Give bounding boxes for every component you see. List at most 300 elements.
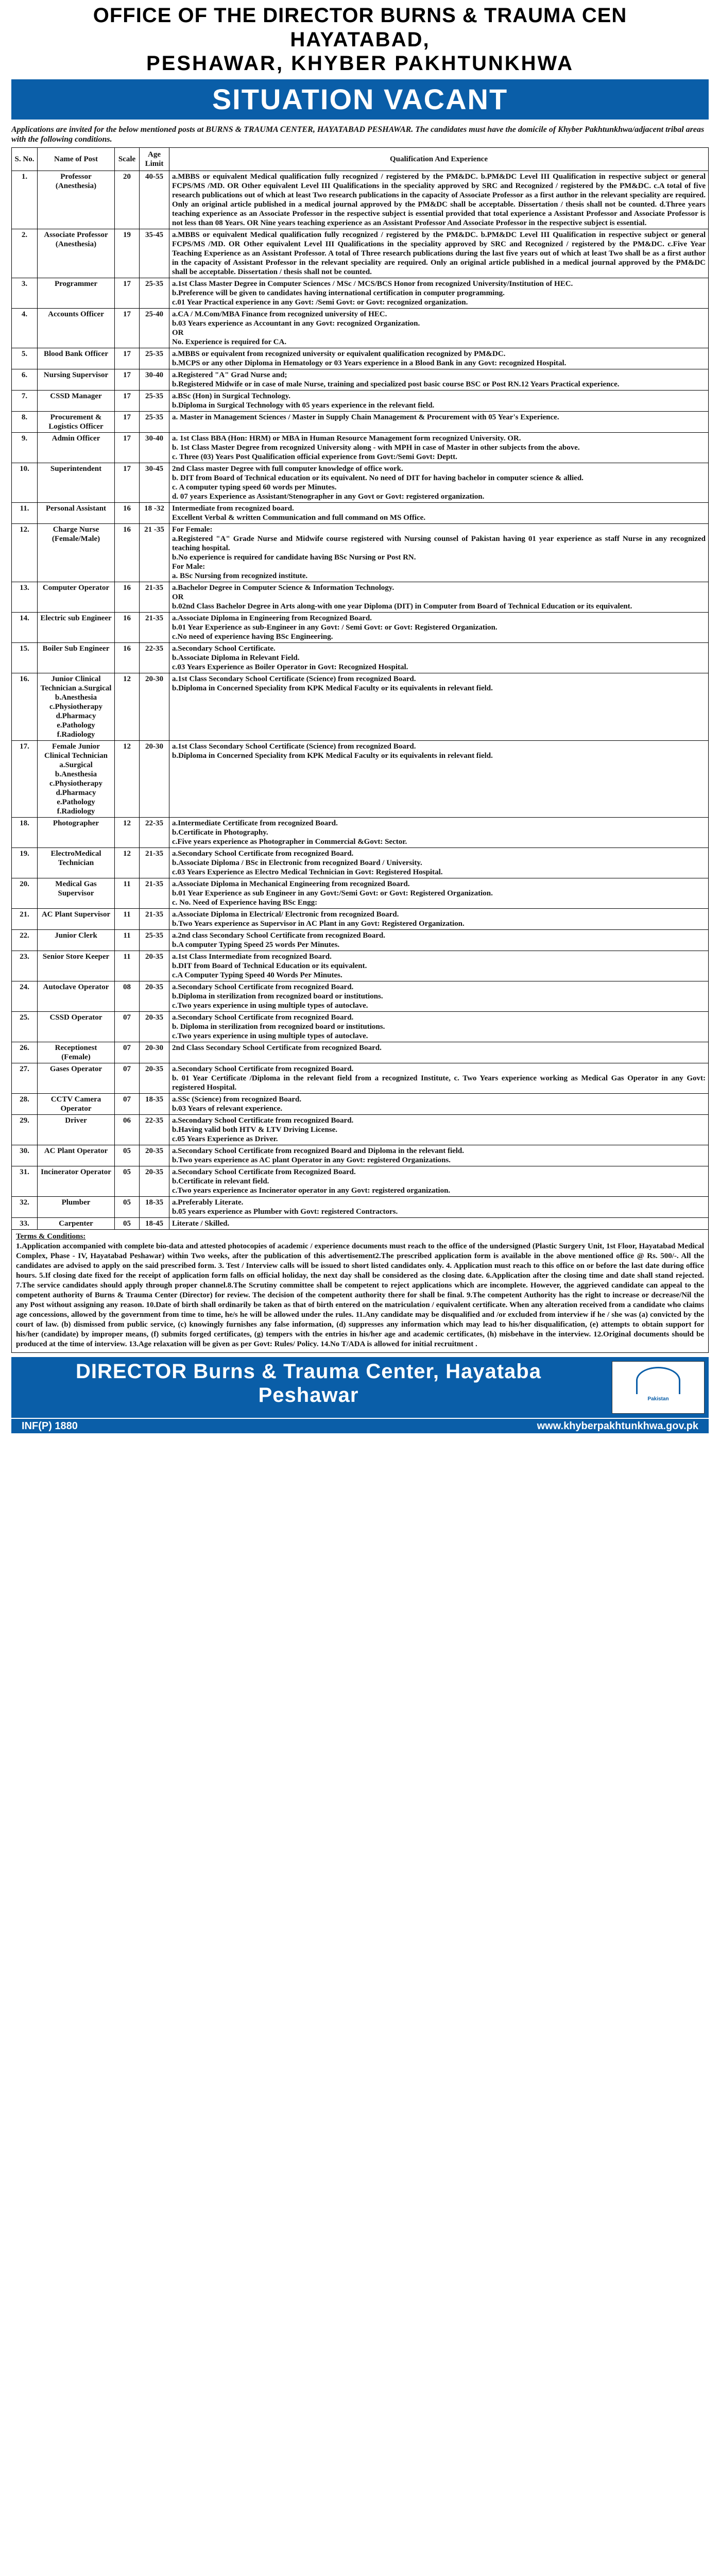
- cell-scale: 17: [115, 391, 140, 412]
- qualification-line: a.Registered "A" Grade Nurse and Midwife course registered with Nursing counsel of Pakistan having 01 year experience as staff Nurse in any recognized teaching hospital.: [172, 535, 706, 552]
- qualification-line: For Female:: [172, 526, 213, 534]
- cell-sno: 18.: [12, 818, 38, 848]
- cell-scale: 12: [115, 848, 140, 878]
- terms-body: 1.Application accompanied with complete bio-data and attested photocopies of academic / experience documents must reach to the office of the undersigned (Plastic Surgery Unit, 1st Floor, Hayatabad Medical Complex, Phase - IV, Hayatabad Peshawar) within Two weeks, after the publication of this advertisement2.The prescribed application form is available in the above mentioned office @ Rs. 500/-. All the candidates are advised to apply on the said prescribed form. 3. Test / Interview calls will be issued to short listed candidates only. 4. Application must reach to this office on or before the last date during office hours. 5.If closing date fixed for the receipt of application form falls on official holiday, the next day shall be considered as the closing date. 6.Application after the closing time and date shall stand rejected. 7.The service candidates should apply through proper channel.8.The Scrutiny committee shall be competent to reject applications which are incomplete. However, the aggrieved candidate can appeal to the competent authority of Burns & Trauma Center (Director) for review. The decision of the competent authority there for shall be final. 9.The competent Authority has the right to increase or decrease/Nil the any Post without assigning any reason. 10.Date of birth shall ordinarily be taken as that of birth entered on the matriculation / equivalent certificate. When any alteration received from a candidate who claims age concessions, allowed by the government from time to time, he/s he will be allowed under the rules. 11.Any candidate may be disqualified and /or excluded from interview if he / she was (a) convicted by the court of law. (b) dismissed from public service, (c) knowingly furnishes any false information, (d) suppresses any information which may lead to his/her disqualification, (e) attempts to obtain support for his/her (candidate) by improper means, (f) submits forged certificates, (g) tempers with the entries in his/her age and academic certificates, (h) misbehave in the interview. 12.Original documents should be produced at the time of interview. 13.Age relaxation will be given as per Govt: Rules/ Policy. 14.No T/ADA is allowed for initial recruitment .: [16, 1242, 704, 1348]
- table-row: [12, 348, 709, 369]
- cell-post-name: Personal Assistant: [38, 503, 115, 524]
- qualification-line: b.DIT from Board of Technical Education or its equivalent.: [172, 962, 367, 970]
- cell-scale: 05: [115, 1145, 140, 1166]
- cell-age-limit: 18-35: [140, 1197, 169, 1218]
- cell-sno: 27.: [12, 1063, 38, 1094]
- cell-post-name: CSSD Operator: [38, 1012, 115, 1042]
- table-row: [12, 503, 709, 524]
- cell-age-limit: 25-35: [140, 412, 169, 433]
- government-logo: [612, 1361, 705, 1414]
- qualification-line: b.01 Year Experience as sub-Engineer in any Govt: / Semi Govt: or Govt: Registered Organization.: [172, 623, 498, 632]
- cell-age-limit: 20-35: [140, 1063, 169, 1094]
- cell-age-limit: 22-35: [140, 818, 169, 848]
- qualification-line: c. No. Need of Experience having BSc Engg:: [172, 899, 318, 907]
- cell-scale: 05: [115, 1197, 140, 1218]
- cell-sno: 33.: [12, 1218, 38, 1230]
- qualification-line: b.A computer Typing Speed 25 words Per Minutes.: [172, 941, 340, 949]
- qualification-line: b. 1st Class Master Degree from recognized University along - with MPH in case of Master in other subjects from the above.: [172, 444, 580, 452]
- office-location-line2: PESHAWAR, KHYBER PAKHTUNKHWA: [146, 52, 574, 75]
- inf-number: INF(P) 1880: [22, 1420, 78, 1432]
- qualification-line: a.SSc (Science) from recognized Board.: [172, 1095, 302, 1104]
- cell-post-name: Procurement & Logistics Officer: [38, 412, 115, 433]
- table-row: [12, 1166, 709, 1197]
- qualification-line: b.Associate Diploma / BSc in Electronic from recognized Board / University.: [172, 859, 422, 867]
- table-row: [12, 524, 709, 582]
- cell-age-limit: 30-40: [140, 433, 169, 463]
- table-row: [12, 412, 709, 433]
- qualification-line: a.Secondary School Certificate from recognized Board.: [172, 1065, 354, 1073]
- column-header: S. No.: [12, 148, 38, 171]
- cell-age-limit: 20-30: [140, 673, 169, 741]
- office-location-line1: HAYATABAD,: [290, 28, 430, 51]
- qualification-line: c.Five years experience as Photographer in Commercial &Govt: Sector.: [172, 838, 407, 846]
- table-row: [12, 1042, 709, 1063]
- qualification-line: b.Diploma in Concerned Speciality from KPK Medical Faculty or its equivalents in relevant field.: [172, 684, 493, 692]
- qualification-line: a.Secondary School Certificate.: [172, 645, 276, 653]
- qualification-line: a.Secondary School Certificate from recognized Board.: [172, 1116, 354, 1125]
- cell-qualification: [169, 673, 709, 741]
- qualification-line: b.03 Years experience as Accountant in any Govt: recognized Organization.: [172, 319, 420, 328]
- table-row: [12, 463, 709, 503]
- cell-post-name: Carpenter: [38, 1218, 115, 1230]
- cell-qualification: [169, 278, 709, 309]
- cell-scale: 05: [115, 1218, 140, 1230]
- qualification-line: b. Diploma in sterilization from recognized board or institutions.: [172, 1023, 385, 1031]
- cell-sno: 15.: [12, 643, 38, 673]
- cell-age-limit: 20-35: [140, 951, 169, 981]
- cell-age-limit: 20-35: [140, 1145, 169, 1166]
- cell-age-limit: 25-40: [140, 309, 169, 348]
- cell-qualification: [169, 981, 709, 1012]
- cell-post-name: Gases Operator: [38, 1063, 115, 1094]
- qualification-line: b.02nd Class Bachelor Degree in Arts along-with one year Diploma (DIT) in Computer from Board of Technical Education or its equivalent.: [172, 602, 632, 611]
- cell-age-limit: 18 -32: [140, 503, 169, 524]
- cell-post-name: Junior Clinical Technician a.Surgical b.Anesthesia c.Physiotherapy d.Pharmacy e.Pathology f.Radiology: [38, 673, 115, 741]
- cell-sno: 32.: [12, 1197, 38, 1218]
- cell-post-name: Receptionest (Female): [38, 1042, 115, 1063]
- qualification-line: a.Intermediate Certificate from recognized Board.: [172, 819, 338, 827]
- cell-scale: 16: [115, 643, 140, 673]
- cell-age-limit: 20-30: [140, 1042, 169, 1063]
- logo-caption: Pakistan: [647, 1396, 669, 1402]
- situation-vacant-banner: SITUATION VACANT: [11, 79, 709, 120]
- cell-qualification: [169, 1042, 709, 1063]
- cell-post-name: CCTV Camera Operator: [38, 1094, 115, 1115]
- table-row: [12, 1197, 709, 1218]
- cell-scale: 07: [115, 1042, 140, 1063]
- footer-banner: [11, 1357, 709, 1418]
- cell-scale: 12: [115, 818, 140, 848]
- table-row: [12, 878, 709, 909]
- qualification-line: a.1st Class Secondary School Certificate (Science) from recognized Board.: [172, 675, 416, 683]
- cell-scale: 17: [115, 369, 140, 391]
- cell-age-limit: 21-35: [140, 909, 169, 930]
- table-row: [12, 951, 709, 981]
- cell-post-name: Programmer: [38, 278, 115, 309]
- qualification-line: Intermediate from recognized board.: [172, 504, 294, 513]
- cell-sno: 24.: [12, 981, 38, 1012]
- qualification-line: a.1st Class Master Degree in Computer Sciences / MSc / MCS/BCS Honor from recognized University/Institution of HEC.: [172, 280, 573, 288]
- qualification-line: b. 01 Year Certificate /Diploma in the relevant field from a recognized Institute, c. Two Years experience working as Medical Gas Operator in any Govt: registered Hospital.: [172, 1074, 706, 1092]
- cell-sno: 1.: [12, 171, 38, 229]
- qualification-line: c.05 Years Experience as Driver.: [172, 1135, 278, 1143]
- table-row: [12, 1115, 709, 1145]
- table-row: [12, 1012, 709, 1042]
- office-title: OFFICE OF THE DIRECTOR BURNS & TRAUMA CEN: [93, 4, 627, 27]
- qualification-line: Literate / Skilled.: [172, 1219, 230, 1228]
- cell-sno: 8.: [12, 412, 38, 433]
- cell-scale: 17: [115, 348, 140, 369]
- cell-post-name: Accounts Officer: [38, 309, 115, 348]
- cell-age-limit: 20-35: [140, 1166, 169, 1197]
- qualification-line: a.Preferably Literate.: [172, 1198, 244, 1207]
- cell-sno: 26.: [12, 1042, 38, 1063]
- qualification-line: a.Associate Diploma in Electrical/ Electronic from recognized Board.: [172, 910, 399, 919]
- cell-post-name: Incinerator Operator: [38, 1166, 115, 1197]
- qualification-line: c.01 Year Practical experience in any Govt: /Semi Govt: or Govt: recognized organization.: [172, 298, 468, 307]
- cell-qualification: [169, 643, 709, 673]
- cell-qualification: [169, 309, 709, 348]
- qualification-line: a.Secondary School Certificate from recognized Board.: [172, 850, 354, 858]
- cell-age-limit: 20-35: [140, 981, 169, 1012]
- qualification-line: a.BSc (Hon) in Surgical Technology.: [172, 392, 291, 400]
- cell-scale: 11: [115, 930, 140, 951]
- qualification-line: OR: [172, 329, 184, 337]
- cell-qualification: [169, 524, 709, 582]
- cell-post-name: Admin Officer: [38, 433, 115, 463]
- cell-scale: 17: [115, 463, 140, 503]
- cell-post-name: Blood Bank Officer: [38, 348, 115, 369]
- cell-post-name: Electric sub Engineer: [38, 613, 115, 643]
- cell-qualification: [169, 1094, 709, 1115]
- table-row: [12, 582, 709, 613]
- column-header: Age Limit: [140, 148, 169, 171]
- cell-sno: 19.: [12, 848, 38, 878]
- cell-sno: 4.: [12, 309, 38, 348]
- qualification-line: b.MCPS or any other Diploma in Hematology or 03 Years experience in a Blood Bank in any Govt: recognized Hospital.: [172, 359, 567, 367]
- cell-qualification: [169, 1012, 709, 1042]
- cell-qualification: [169, 1166, 709, 1197]
- cell-post-name: Professor (Anesthesia): [38, 171, 115, 229]
- table-row: [12, 1218, 709, 1230]
- cell-age-limit: 21-35: [140, 878, 169, 909]
- cell-sno: 7.: [12, 391, 38, 412]
- cell-scale: 16: [115, 613, 140, 643]
- qualification-line: b.Diploma in Concerned Speciality from KPK Medical Faculty or its equivalents in relevant field.: [172, 752, 493, 760]
- vacancy-table: [11, 147, 709, 1230]
- qualification-line: 2nd Class master Degree with full computer knowledge of office work.: [172, 465, 403, 473]
- cell-scale: 11: [115, 878, 140, 909]
- cell-post-name: Senior Store Keeper: [38, 951, 115, 981]
- table-row: [12, 391, 709, 412]
- qualification-line: b.Two years experience as AC plant Operator in any Govt: registered Organizations.: [172, 1156, 451, 1164]
- qualification-line: c.Two years experience in using multiple types of autoclave.: [172, 1002, 368, 1010]
- cell-age-limit: 21 -35: [140, 524, 169, 582]
- cell-sno: 20.: [12, 878, 38, 909]
- qualification-line: a.Secondary School Certificate from recognized Board and Diploma in the relevant field.: [172, 1147, 465, 1155]
- table-row: [12, 643, 709, 673]
- cell-qualification: [169, 1115, 709, 1145]
- cell-scale: 05: [115, 1166, 140, 1197]
- cell-post-name: Superintendent: [38, 463, 115, 503]
- cell-sno: 30.: [12, 1145, 38, 1166]
- qualification-line: a.Associate Diploma in Engineering from Recognized Board.: [172, 614, 372, 622]
- cell-age-limit: 25-35: [140, 348, 169, 369]
- table-row: [12, 1063, 709, 1094]
- cell-post-name: Autoclave Operator: [38, 981, 115, 1012]
- cell-sno: 2.: [12, 229, 38, 278]
- qualification-line: c.03 Years Experience as Electro Medical Technician in Govt: Registered Hospital.: [172, 868, 443, 876]
- footer-city-line: Peshawar: [258, 1384, 359, 1406]
- table-row: [12, 930, 709, 951]
- qualification-line: Excellent Verbal & written Communication and full command on MS Office.: [172, 514, 426, 522]
- cell-sno: 3.: [12, 278, 38, 309]
- cell-scale: 17: [115, 309, 140, 348]
- cell-qualification: [169, 951, 709, 981]
- cell-post-name: AC Plant Operator: [38, 1145, 115, 1166]
- cell-scale: 16: [115, 582, 140, 613]
- cell-age-limit: 25-35: [140, 278, 169, 309]
- cell-qualification: [169, 930, 709, 951]
- qualification-line: No. Experience is required for CA.: [172, 338, 287, 346]
- qualification-line: a. 1st Class BBA (Hon: HRM) or MBA in Human Resource Management form recognized University. OR.: [172, 434, 521, 443]
- terms-title: Terms & Conditions:: [16, 1232, 86, 1241]
- cell-qualification: [169, 171, 709, 229]
- qualification-line: a.Secondary School Certificate from recognized Board.: [172, 1013, 354, 1022]
- table-row: [12, 818, 709, 848]
- table-row: [12, 278, 709, 309]
- qualification-line: a. BSc Nursing from recognized institute.: [172, 572, 308, 580]
- cell-scale: 20: [115, 171, 140, 229]
- column-header: Name of Post: [38, 148, 115, 171]
- cell-qualification: [169, 412, 709, 433]
- website-link[interactable]: www.khyberpakhtunkhwa.gov.pk: [537, 1420, 698, 1432]
- cell-age-limit: 30-40: [140, 369, 169, 391]
- cell-age-limit: 35-45: [140, 229, 169, 278]
- cell-sno: 14.: [12, 613, 38, 643]
- cell-qualification: [169, 229, 709, 278]
- cell-sno: 16.: [12, 673, 38, 741]
- qualification-line: b.Certificate in Photography.: [172, 828, 268, 837]
- qualification-line: c.Two years experience as Incinerator operator in any Govt: registered organization.: [172, 1187, 451, 1195]
- cell-qualification: [169, 348, 709, 369]
- qualification-line: a.Registered "A" Grad Nurse and;: [172, 371, 287, 379]
- table-row: [12, 741, 709, 818]
- cell-post-name: CSSD Manager: [38, 391, 115, 412]
- cell-scale: 19: [115, 229, 140, 278]
- cell-post-name: Boiler Sub Engineer: [38, 643, 115, 673]
- table-row: [12, 613, 709, 643]
- cell-age-limit: 21-35: [140, 613, 169, 643]
- table-row: [12, 909, 709, 930]
- qualification-line: b.Diploma in sterilization from recognized board or institutions.: [172, 992, 383, 1001]
- advertisement: [11, 0, 709, 2576]
- cell-scale: 08: [115, 981, 140, 1012]
- cell-qualification: [169, 1145, 709, 1166]
- cell-qualification: [169, 1197, 709, 1218]
- qualification-line: b.Having valid both HTV & LTV Driving License.: [172, 1126, 338, 1134]
- cell-qualification: [169, 463, 709, 503]
- cell-age-limit: 18-35: [140, 1094, 169, 1115]
- table-header-row: [12, 148, 709, 171]
- table-row: [12, 673, 709, 741]
- qualification-line: b.05 years experience as Plumber with Govt: registered Contractors.: [172, 1208, 398, 1216]
- cell-post-name: Associate Professor (Anesthesia): [38, 229, 115, 278]
- qualification-line: c. Three (03) Years Post Qualification official experience from Govt:/Semi Govt: Deptt.: [172, 453, 457, 461]
- cell-sno: 29.: [12, 1115, 38, 1145]
- cell-scale: 11: [115, 951, 140, 981]
- qualification-line: d. 07 years Experience as Assistant/Stenographer in any Govt or Govt: registered organization.: [172, 493, 485, 501]
- table-row: [12, 229, 709, 278]
- table-row: [12, 171, 709, 229]
- cell-post-name: ElectroMedical Technician: [38, 848, 115, 878]
- qualification-line: c.No need of experience having BSc Engineering.: [172, 633, 333, 641]
- cell-qualification: [169, 369, 709, 391]
- cell-qualification: [169, 1063, 709, 1094]
- qualification-line: a.CA / M.Com/MBA Finance from recognized university of HEC.: [172, 310, 387, 318]
- qualification-line: a. Master in Management Sciences / Master in Supply Chain Management & Procurement with 05 Year's Experience.: [172, 413, 559, 421]
- cell-scale: 16: [115, 524, 140, 582]
- qualification-line: c.03 Years Experience as Boiler Operator in Govt: Recognized Hospital.: [172, 663, 408, 671]
- cell-sno: 9.: [12, 433, 38, 463]
- cell-sno: 21.: [12, 909, 38, 930]
- qualification-line: b.Registered Midwife or in case of male Nurse, training and specialized post basic course BSC or Post RN.12 Years Practical experience.: [172, 380, 620, 388]
- cell-qualification: [169, 878, 709, 909]
- qualification-line: b.No experience is required for candidate having BSc Nursing or Post RN.: [172, 553, 416, 562]
- qualification-line: a.MBBS or equivalent from recognized university or equivalent qualification recognized by PM&DC.: [172, 350, 506, 358]
- cell-qualification: [169, 391, 709, 412]
- cell-scale: 07: [115, 1063, 140, 1094]
- cell-age-limit: 18-45: [140, 1218, 169, 1230]
- cell-age-limit: 22-35: [140, 1115, 169, 1145]
- cell-age-limit: 20-30: [140, 741, 169, 818]
- cell-scale: 17: [115, 278, 140, 309]
- cell-qualification: [169, 503, 709, 524]
- qualification-line: a.MBBS or equivalent Medical qualification fully recognized / registered by the PM&DC. b.PM&DC Level III Qualification in respective subject or general FCPS/MS /MD. OR Other equivalent Level III Qualifications in the speciality approved by SRC and Recognized / registered by the PM&DC. c.Five Year Teaching Experience as an Assistant Professor. A total of Three research publications during the last five years out of which at least Two shall be as a first author in the capacity of Assistant Professor in the relevant speciality are required. Only an original article published in a medical journal approved by the PM&DC shall be acceptable. Dissertation / thesis shall not be counted.: [172, 231, 706, 276]
- qualification-line: b.Two Years experience as Supervisor in AC Plant in any Govt: Registered Organization.: [172, 920, 465, 928]
- cell-sno: 13.: [12, 582, 38, 613]
- info-bar: [11, 1418, 709, 1433]
- cell-sno: 31.: [12, 1166, 38, 1197]
- cell-post-name: Photographer: [38, 818, 115, 848]
- cell-age-limit: 30-45: [140, 463, 169, 503]
- table-row: [12, 981, 709, 1012]
- cell-post-name: Driver: [38, 1115, 115, 1145]
- qualification-line: c.A Computer Typing Speed 40 Words Per Minutes.: [172, 971, 342, 979]
- cell-scale: 12: [115, 741, 140, 818]
- cell-qualification: [169, 1218, 709, 1230]
- cell-post-name: Female Junior Clinical Technician a.Surgical b.Anesthesia c.Physiotherapy d.Pharmacy e.Pathology f.Radiology: [38, 741, 115, 818]
- cell-sno: 5.: [12, 348, 38, 369]
- qualification-line: b.Certificate in relevant field.: [172, 1177, 269, 1185]
- qualification-line: c. A computer typing speed 60 words per Minutes.: [172, 483, 337, 492]
- cell-age-limit: 21-35: [140, 848, 169, 878]
- cell-sno: 10.: [12, 463, 38, 503]
- cell-sno: 17.: [12, 741, 38, 818]
- cell-scale: 17: [115, 412, 140, 433]
- cell-sno: 28.: [12, 1094, 38, 1115]
- table-row: [12, 309, 709, 348]
- qualification-line: a.Associate Diploma in Mechanical Engineering from recognized Board.: [172, 880, 410, 888]
- cell-qualification: [169, 613, 709, 643]
- qualification-line: For Male:: [172, 563, 205, 571]
- cell-scale: 11: [115, 909, 140, 930]
- table-row: [12, 369, 709, 391]
- qualification-line: a.2nd class Secondary School Certificate from recognized Board.: [172, 931, 385, 940]
- cell-qualification: [169, 433, 709, 463]
- qualification-line: a.1st Class Intermediate from recognized Board.: [172, 953, 332, 961]
- table-row: [12, 1145, 709, 1166]
- cell-scale: 12: [115, 673, 140, 741]
- cell-scale: 07: [115, 1012, 140, 1042]
- cell-sno: 6.: [12, 369, 38, 391]
- cell-qualification: [169, 909, 709, 930]
- cell-sno: 22.: [12, 930, 38, 951]
- cell-age-limit: 22-35: [140, 643, 169, 673]
- footer-director-line: DIRECTOR Burns & Trauma Center, Hayataba: [76, 1360, 541, 1383]
- cell-age-limit: 40-55: [140, 171, 169, 229]
- table-row: [12, 433, 709, 463]
- qualification-line: a.1st Class Secondary School Certificate (Science) from recognized Board.: [172, 742, 416, 751]
- cell-post-name: Computer Operator: [38, 582, 115, 613]
- cell-sno: 12.: [12, 524, 38, 582]
- cell-post-name: Plumber: [38, 1197, 115, 1218]
- qualification-line: b.Associate Diploma in Relevant Field.: [172, 654, 300, 662]
- cell-age-limit: 21-35: [140, 582, 169, 613]
- table-row: [12, 1094, 709, 1115]
- cell-scale: 07: [115, 1094, 140, 1115]
- column-header: Scale: [115, 148, 140, 171]
- qualification-line: a.MBBS or equivalent Medical qualification fully recognized / registered by the PM&DC. b.PM&DC Level III Qualification in respective subject or general FCPS/MS /MD. OR Other equivalent Level III Qualifications in the speciality approved by SRC and Recognized / registered by the PM&DC. c.A total of five research publications out of which at least Two research publications in the capacity of Associate Professor as a first author in the relevant speciality are required. Only an original article published in a medical journal approved by the PM&DC shall be acceptable. Dissertation / thesis shall not be counted. d.Three years teaching experience as an Associate Professor in the respective subject is essential provided that total experience a Assistant Professor and Associate Professor is not less than 08 Years. OR Nine years teaching experience as an Assistant Professor And Associate Professor in the respective subject is essential.: [172, 173, 706, 227]
- cell-scale: 16: [115, 503, 140, 524]
- cell-post-name: AC Plant Supervisor: [38, 909, 115, 930]
- cell-post-name: Medical Gas Supervisor: [38, 878, 115, 909]
- cell-age-limit: 20-35: [140, 1012, 169, 1042]
- qualification-line: c.Two years experience in using multiple types of autoclave.: [172, 1032, 368, 1040]
- qualification-line: b.Preference will be given to candidates having international certification in computer programming.: [172, 289, 505, 297]
- cell-qualification: [169, 848, 709, 878]
- qualification-line: b.Diploma in Surgical Technology with 05 years experience in the relevant field.: [172, 401, 435, 410]
- column-header: Qualification And Experience: [169, 148, 709, 171]
- terms-and-conditions: [11, 1230, 709, 1353]
- cell-post-name: Nursing Supervisor: [38, 369, 115, 391]
- qualification-line: a.Bachelor Degree in Computer Science & Information Technology.: [172, 584, 395, 592]
- cell-qualification: [169, 818, 709, 848]
- cell-scale: 06: [115, 1115, 140, 1145]
- sunrise-emblem-icon: [636, 1367, 680, 1394]
- cell-sno: 25.: [12, 1012, 38, 1042]
- qualification-line: a.Secondary School Certificate from Recognized Board.: [172, 1168, 356, 1176]
- qualification-line: OR: [172, 593, 184, 601]
- cell-qualification: [169, 582, 709, 613]
- cell-scale: 17: [115, 433, 140, 463]
- intro-text: Applications are invited for the below mentioned posts at BURNS & TRAUMA CENTER, HAYATABAD PESHAWAR. The candidates must have the domicile of Khyber Pakhtunkhwa/adjacent tribal areas with the following conditions.: [11, 125, 705, 144]
- cell-sno: 11.: [12, 503, 38, 524]
- cell-post-name: Junior Clerk: [38, 930, 115, 951]
- cell-qualification: [169, 741, 709, 818]
- cell-age-limit: 25-35: [140, 391, 169, 412]
- qualification-line: b. DIT from Board of Technical education or its equivalent. No need of DIT for having bachelor in computer science & allied.: [172, 474, 584, 482]
- cell-age-limit: 25-35: [140, 930, 169, 951]
- table-row: [12, 848, 709, 878]
- qualification-line: a.Secondary School Certificate from recognized Board.: [172, 983, 354, 991]
- qualification-line: 2nd Class Secondary School Certificate from recognized Board.: [172, 1044, 382, 1052]
